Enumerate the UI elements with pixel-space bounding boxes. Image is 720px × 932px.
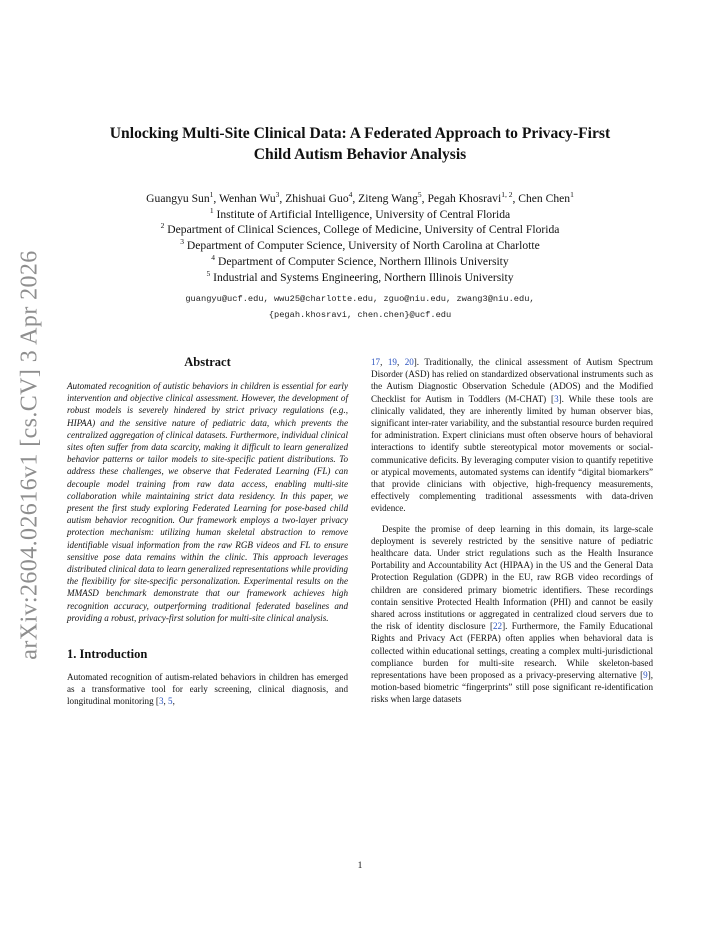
intro-text: Automated recognition of autism-related behaviors in children has emerged as a transformative tool for early screening, clinical diagnosis, and longitudinal monitoring [ (67, 672, 348, 707)
affiliation-text: Department of Computer Science, University of North Carolina at Charlotte (186, 239, 540, 253)
author-affiliation-mark: 1 (209, 190, 214, 200)
intro-paragraph-1-continued: 17, 19, 20]. Traditionally, the clinical assessment of Autism Spectrum Disorder (ASD) has relied on standardized observational instruments such as the Autism Diagnostic Observation Schedule (ADOS) and the Modified Checklist for Autism in Toddlers (M-CHAT) [3]. While these tools are clinically validated, they are inherently limited by human observer bias, significant inter-rater variability, and the substantial resource burden required for administration. Expert clinicians must often observe hours of behavioral interactions to identify subtle stereotypical motor movements or social-communicative deficits. By leveraging computer vision to quantify repetitive or atypical movements, automated systems can identify “digital biomarkers” that provide clinicians with objective, high-frequency measurements, effectively complementing traditional assessments with data-driven evidence. (371, 357, 654, 514)
abstract-heading: Abstract (184, 355, 231, 369)
intro-text: ]. Traditionally, the clinical assessment of Autism Spectrum Disorder (ASD) has relied on standardized observational instruments such as the Autism Diagnostic Observation Schedule (ADOS) and the Modified Checklist for Autism in Toddlers (M-CHAT) [ (371, 357, 654, 404)
left-column (67, 354, 348, 708)
intro-paragraph-1-start: Automated recognition of autism-related behaviors in children has emerged as a transformative tool for early screening, clinical diagnosis, and longitudinal monitoring [3, 5, (67, 672, 348, 707)
author-block (60, 191, 660, 285)
paper-title (60, 123, 660, 165)
author-name: Wenhan Wu (218, 192, 276, 205)
author-name: Chen Chen (518, 192, 571, 205)
citation-link[interactable]: 3 (158, 696, 164, 707)
citation-link[interactable]: 20 (404, 357, 414, 367)
affiliation-text: Institute of Artificial Intelligence, University of Central Florida (216, 207, 511, 221)
affiliation-number: 5 (206, 268, 211, 278)
email-line-2: {pegah.khosravi, chen.chen}@ucf.edu (268, 309, 452, 320)
title-line-2: Child Autism Behavior Analysis (253, 146, 467, 163)
author-affiliation-mark: 4 (348, 190, 353, 200)
affiliation-line (60, 222, 660, 238)
citation-link[interactable]: 3 (554, 393, 559, 404)
citation-link[interactable]: 9 (643, 670, 648, 681)
introduction-heading: 1. Introduction (67, 647, 148, 662)
author-affiliation-mark: 5 (417, 190, 422, 200)
author-name: Pegah Khosravi (427, 192, 502, 205)
citation-link[interactable]: 22 (492, 621, 503, 632)
citation-link[interactable]: 5 (168, 696, 173, 707)
affiliation-line (60, 254, 660, 270)
author-affiliation-mark: 3 (275, 190, 280, 200)
arxiv-stamp (4, 250, 56, 660)
affiliation-number: 3 (180, 237, 184, 247)
affiliation-text: Department of Computer Science, Northern Illinois University (217, 254, 509, 268)
intro-text: ]. While these tools are clinically validated, they are inherently limited by human observer bias, significant inter-rater variability, and the substantial resource burden required for administration. Expert clinicians must often observe hours of behavioral interactions to identify subtle stereotypical motor movements or social-communicative deficits. By leveraging computer vision to quantify repetitive or atypical movements, automated systems can identify “digital biomarkers” that provide clinicians with objective, high-frequency measurements, effectively complementing traditional assessments with data-driven evidence. (371, 393, 654, 514)
affiliation-line (60, 207, 660, 223)
affiliation-number: 2 (160, 221, 165, 231)
abstract-text: Automated recognition of autistic behaviors in children is essential for early intervention and objective clinical assessment. However, the development of robust models is severely hindered by strict privacy regulations (e.g., HIPAA) and the sensitive nature of pediatric data, which prevents the centralized aggregation of clinical datasets. Furthermore, individual clinical sites often suffer from data scarcity, making it difficult to learn generalized behavior patterns or tailor models to site-specific patient distributions. To address these challenges, we observe that Federated Learning (FL) can decouple model training from raw data access, enabling multi-site collaboration while maintaining strict data residency. In this paper, we present the first study exploring Federated Learning for pose-based child autism behavior recognition. Our framework employs a two-layer privacy protection mechanism: utilizing human skeletal abstraction to remove identifiable visual information from the raw RGB videos and FL to ensure sensitive pose data remains within the clinic. This approach leverages distributed clinical data to learn generalized representations while providing the flexibility for site-specific personalization. Experimental results on the MMASD benchmark demonstrate that our framework achieves high recognition accuracy, outperforming traditional federated baselines and providing a robust, privacy-first solution for multi-site clinical analysis. (67, 381, 348, 623)
author-affiliation-mark: 1 (570, 190, 574, 200)
title-line-1: Unlocking Multi-Site Clinical Data: A Federated Approach to Privacy-First (109, 125, 611, 142)
author-list: Guangyu Sun$^1$, Wenhan Wu$^3$, Zhishuai Guo$^4$, Ziteng Wang$^5$, Pegah Khosravi$^{1, 2}$, Chen Chen$^1$ (146, 190, 574, 205)
affiliation-text: Industrial and Systems Engineering, Northern Illinois University (213, 270, 514, 284)
affiliation-number: 4 (211, 252, 216, 262)
right-column (371, 356, 653, 706)
arxiv-identifier[interactable]: arXiv:2604.02616v1 [cs.CV] 3 Apr 2026 (16, 250, 43, 660)
citation-link[interactable]: 19 (387, 357, 397, 367)
page-number: 1 (357, 861, 363, 871)
author-name: Guangyu Sun (146, 192, 210, 205)
intro-paragraph-2 (371, 523, 653, 706)
affiliation-line (60, 238, 660, 254)
affiliation-text: Department of Clinical Sciences, College of Medicine, University of Central Florida (167, 223, 560, 237)
affiliation-line (60, 270, 660, 286)
intro-text: ]. Furthermore, the Family Educational Rights and Privacy Act (FERPA) often applies when behavioral data is collected within educational settings, creating a complex multi-jurisdictional compliance burden for multi-site research. While skeleton-based representations have been proposed as a privacy-preserving alternative [ (371, 621, 653, 681)
author-name: Ziteng Wang (358, 192, 418, 205)
author-name: Zhishuai Guo (285, 192, 349, 205)
intro-text: ], motion-based biometric “fingerprints” still pose significant re-identification risks when large datasets (371, 670, 653, 705)
author-emails (60, 292, 660, 323)
affiliation-number: 1 (209, 205, 214, 215)
citation-link[interactable]: 17 (371, 357, 381, 367)
author-affiliation-mark: 1, 2 (501, 190, 513, 200)
intro-text: Despite the promise of deep learning in this domain, its large-scale deployment is severely restricted by the sensitive nature of pediatric healthcare data. Under strict regulations such as the Health Insurance Portability and Accountability Act (HIPAA) in the US and the General Data Protection Regulation (GDPR) in the EU, raw RGB video recordings of children are considered primary biometric identifiers. These recordings contain sensitive Protected Health Information (PHI) and cannot be easily shared across institutions or aggregated in centralized cloud servers due to the risk of identity disclosure [ (371, 523, 653, 632)
email-line-1: guangyu@ucf.edu, wwu25@charlotte.edu, zguo@niu.edu, zwang3@niu.edu, (185, 294, 535, 304)
